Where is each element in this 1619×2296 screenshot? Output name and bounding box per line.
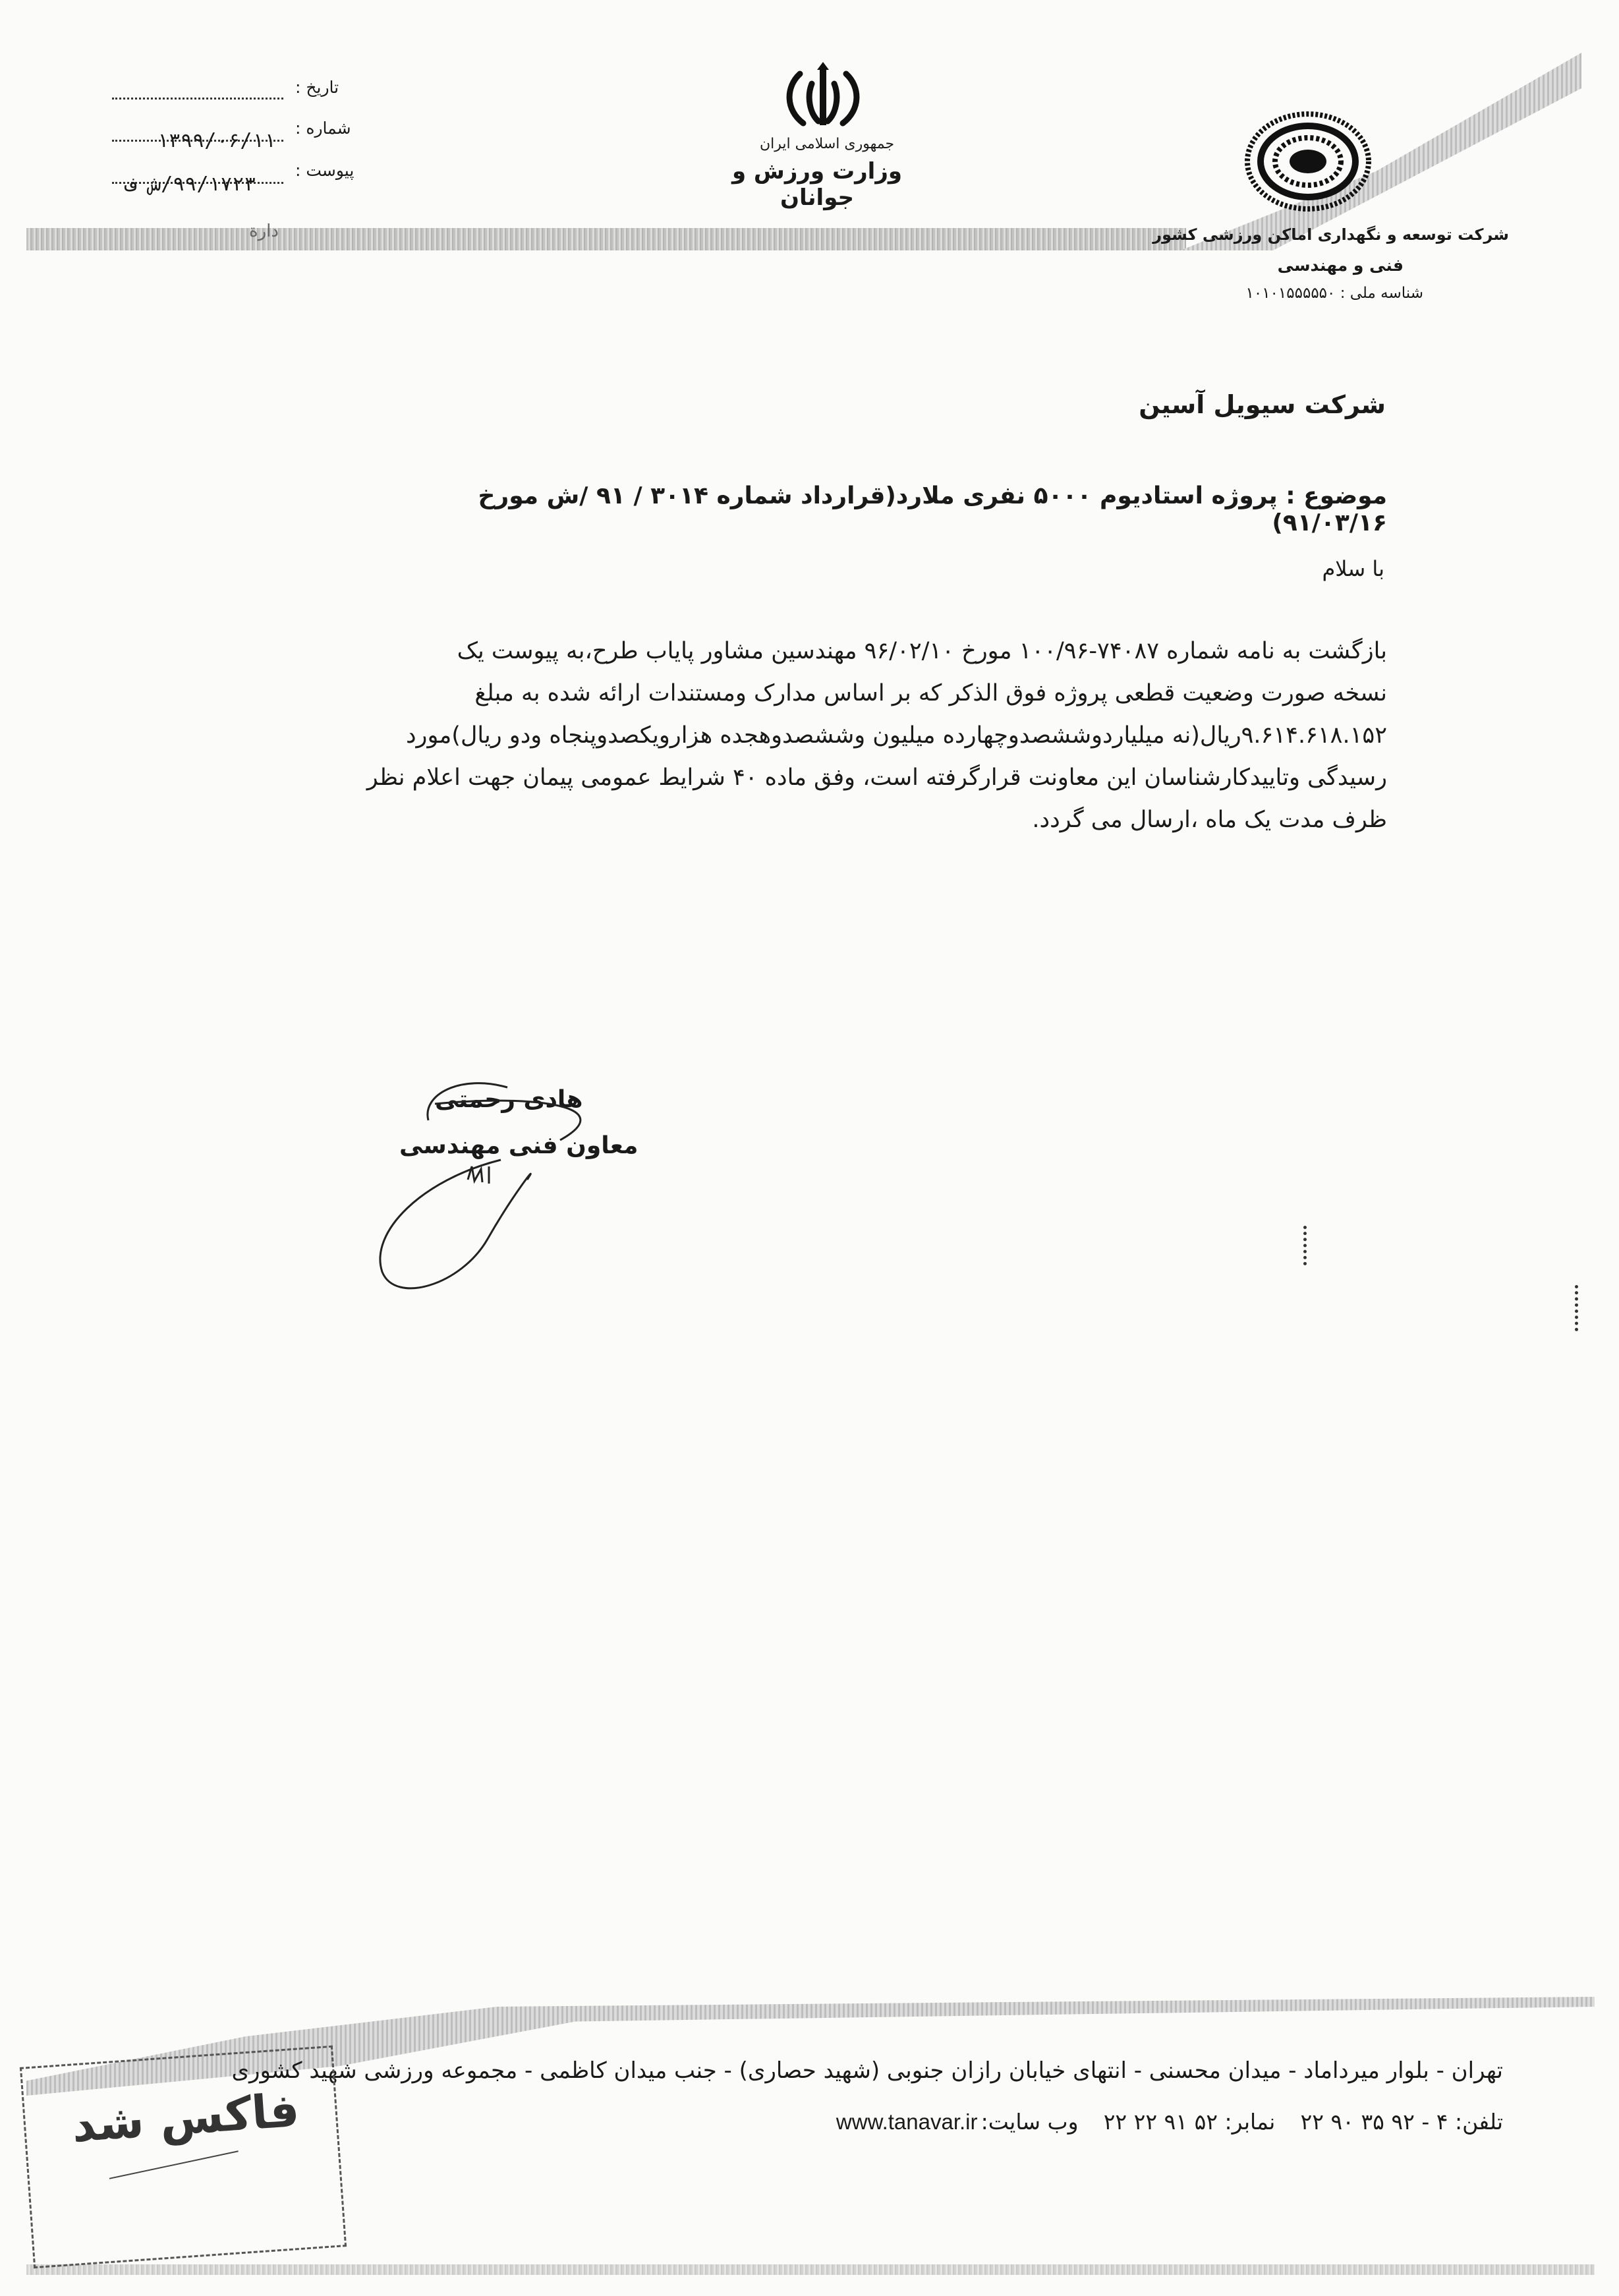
- footer-website-label: وب سایت:: [980, 2109, 1079, 2135]
- number-value: ۹۹/۱۷۲۳/ش ف: [125, 173, 256, 196]
- company-logo-icon: [1239, 105, 1377, 217]
- emblem-country-name: جمهوری اسلامی ایران: [759, 136, 895, 152]
- handwritten-signature: [343, 1068, 646, 1305]
- stamp-scribble: [109, 2150, 239, 2179]
- fax-stamp: [20, 2046, 347, 2268]
- signatory-name: هادی رحمتی: [435, 1086, 583, 1113]
- body-line: ظرف مدت یک ماه ،ارسال می گردد.: [1032, 807, 1387, 833]
- subject: موضوع : پروژه استادیوم ۵۰۰۰ نفری ملارد(قرارداد شماره ۳۰۱۴ / ۹۱ /ش مورخ ۹۱/۰۳/۱۶): [478, 482, 1387, 536]
- attachment-label: پیوست :: [295, 161, 355, 180]
- company-national-id: شناسه ملی : ۱۰۱۰۱۵۵۵۵۵۰: [1245, 285, 1423, 302]
- scan-speck: [1575, 1285, 1582, 1331]
- archive-stamp: دارة: [249, 221, 279, 241]
- footer-scan-band-bottom: [26, 2264, 1595, 2275]
- date-value: ۱۳۹۹/۰۶/۱۱: [157, 129, 276, 152]
- header-scan-band-left: [26, 228, 1186, 250]
- greeting: با سلام: [1322, 556, 1384, 581]
- footer-contact: [462, 2109, 1503, 2135]
- recipient: شرکت سیویل آسین: [1139, 390, 1386, 419]
- footer-website[interactable]: www.tanavar.ir: [836, 2109, 978, 2134]
- company-name: شرکت توسعه و نگهداری اماکن ورزشی کشور: [1152, 225, 1509, 244]
- scan-speck: [1303, 1226, 1311, 1265]
- footer-address: تهران - بلوار میرداماد - میدان محسنی - انتهای خیابان رازان جنوبی (شهید حصاری) - جنب میدان کاظمی - مجموعه ورزشی شهید کشوری: [231, 2057, 1503, 2084]
- body-line: رسیدگی وتاییدکارشناسان این معاونت قرارگرفته است، وفق ماده ۴۰ شرایط عمومی پیمان جهت اعلام نظر: [366, 764, 1387, 791]
- iran-emblem-icon: [774, 61, 872, 133]
- ministry-name: وزارت ورزش و جوانان: [731, 158, 903, 211]
- date-dotted-line: [112, 98, 283, 100]
- fax-stamp-text: فاکس شد: [70, 2082, 301, 2153]
- letter-body: [247, 638, 1387, 849]
- number-label: شماره :: [295, 119, 351, 138]
- date-label: تاریخ :: [295, 78, 339, 97]
- body-line: نسخه صورت وضعیت قطعی پروژه فوق الذکر که بر اساس مدارک ومستندات ارائه شده به مبلغ: [474, 680, 1387, 706]
- body-line: بازگشت به نامه شماره ۷۴۰۸۷-۱۰۰/۹۶ مورخ ۹۶/۰۲/۱۰ مهندسین مشاور پایاب طرح،به پیوست یک: [457, 638, 1387, 664]
- footer-fax: نمابر: ۵۲ ۹۱ ۲۲ ۲۲: [1103, 2109, 1276, 2135]
- signatory-title: معاون فنی مهندسی: [399, 1132, 639, 1159]
- footer-phone: تلفن: ۴ - ۹۲ ۳۵ ۹۰ ۲۲: [1300, 2109, 1503, 2135]
- company-department: فنی و مهندسی: [1277, 256, 1404, 275]
- body-line: ۹.۶۱۴.۶۱۸.۱۵۲ریال(نه میلیاردوششصدوچهارده میلیون وششصدوهجده هزارویکصدوپنجاه ودو ریال)مورد: [405, 722, 1387, 749]
